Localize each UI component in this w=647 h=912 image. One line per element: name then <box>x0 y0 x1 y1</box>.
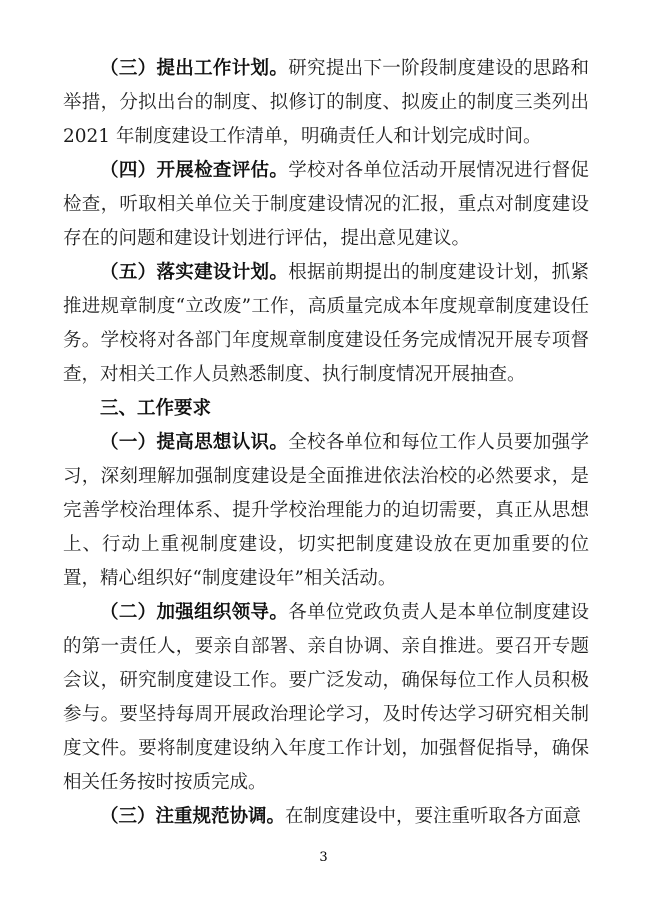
paragraph-lead: （二）加强组织领导。 <box>100 602 289 623</box>
paragraph-lead: （四）开展检查评估。 <box>100 160 289 181</box>
paragraph <box>63 256 589 392</box>
document-body <box>63 52 589 834</box>
paragraph <box>63 426 589 596</box>
paragraph-lead: （一）提高思想认识。 <box>100 432 289 453</box>
paragraph-text: 各单位党政负责人是本单位制度建设的第一责任人，要亲自部署、亲自协调、亲自推进。要召开专题会议，研究制度建设工作。要广泛发动，确保每位工作人员积极参与。要坚持每周开展政治理论学习，及时传达学习研究相关制度文件。要将制度建设纳入年度工作计划，加强督促指导，确保相关任务按时按质完成。 <box>63 602 589 793</box>
section-heading: 三、工作要求 <box>100 398 212 419</box>
paragraph <box>63 596 589 800</box>
page-number: 3 <box>319 850 328 865</box>
paragraph-lead: （三）提出工作计划。 <box>100 58 289 79</box>
paragraph-lead: （五）落实建设计划。 <box>100 262 289 283</box>
paragraph <box>63 800 589 834</box>
paragraph <box>63 52 589 154</box>
paragraph <box>63 154 589 256</box>
paragraph-text: 在制度建设中，要注重听取各方面意 <box>285 806 582 827</box>
paragraph-text: 学校对各单位活动开展情况进行督促检查，听取相关单位关于制度建设情况的汇报，重点对制度建设存在的问题和建设计划进行评估，提出意见建议。 <box>63 160 589 249</box>
paragraph-text: 根据前期提出的制度建设计划，抓紧推进规章制度“立改废”工作，高质量完成本年度规章制度建设任务。学校将对各部门年度规章制度建设任务完成情况开展专项督查，对相关工作人员熟悉制度、执行制度情况开展抽查。 <box>63 262 589 385</box>
paragraph-lead: （三）注重规范协调。 <box>100 806 286 827</box>
paragraph-text: 全校各单位和每位工作人员要加强学习，深刻理解加强制度建设是全面推进依法治校的必然要求，是完善学校治理体系、提升学校治理能力的迫切需要，真正从思想上、行动上重视制度建设，切实把制度建设放在更加重要的位置，精心组织好“制度建设年”相关活动。 <box>63 432 589 589</box>
paragraph-text: 研究提出下一阶段制度建设的思路和举措，分拟出台的制度、拟修订的制度、拟废止的制度三类列出 2021 年制度建设工作清单，明确责任人和计划完成时间。 <box>63 58 589 147</box>
